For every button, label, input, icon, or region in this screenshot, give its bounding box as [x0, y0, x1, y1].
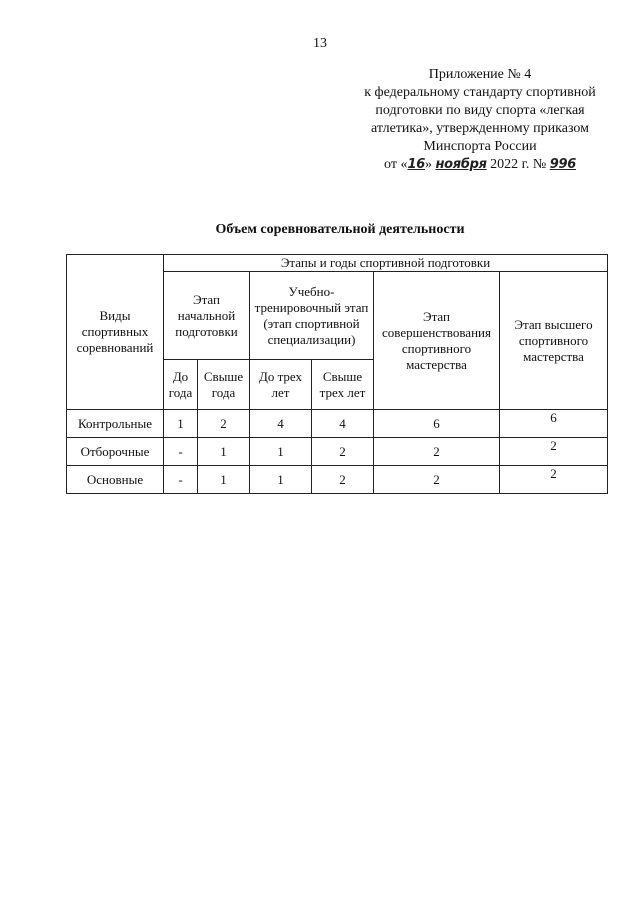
table-cell: 1 — [164, 410, 198, 438]
competition-table — [66, 254, 608, 494]
header-sub-over-three: Свыше трех лет — [312, 360, 374, 410]
table-cell: 4 — [312, 410, 374, 438]
table-cell: - — [164, 438, 198, 466]
row-label: Контрольные — [67, 410, 164, 438]
table-cell: 6 — [374, 410, 500, 438]
handwritten-number: 996 — [549, 157, 576, 172]
annex-line: подготовки по виду спорта «легкая — [375, 103, 585, 118]
table-cell: 2 — [500, 466, 608, 494]
table-cell: 2 — [374, 438, 500, 466]
row-label: Отборочные — [67, 438, 164, 466]
table-cell: 6 — [500, 410, 608, 438]
annex-block — [330, 66, 630, 174]
handwritten-month: ноября — [435, 157, 487, 172]
header-stage-training: Учебно-тренировочный этап (этап спортивной специализации) — [250, 272, 374, 360]
table-cell: 1 — [250, 438, 312, 466]
annex-line: к федеральному стандарту спортивной — [364, 85, 596, 100]
page-number: 13 — [313, 36, 327, 51]
date-prefix: от « — [384, 157, 408, 172]
header-sub-up-to-three: До трех лет — [250, 360, 312, 410]
table-cell: 2 — [374, 466, 500, 494]
date-year: 2022 г. № — [490, 157, 547, 172]
header-sub-up-to-year: До года — [164, 360, 198, 410]
table-row — [67, 466, 608, 494]
header-stage-improvement: Этап совершенствования спортивного мастерства — [374, 272, 500, 410]
header-stages-group: Этапы и годы спортивной подготовки — [164, 255, 608, 272]
annex-line: атлетика», утвержденному приказом — [370, 121, 589, 136]
document-title: Объем соревновательной деятельности — [215, 222, 465, 237]
table-row — [67, 438, 608, 466]
date-close: » — [424, 157, 432, 172]
table-cell: 1 — [198, 438, 250, 466]
table-cell: 2 — [198, 410, 250, 438]
table-cell: 1 — [198, 466, 250, 494]
table-cell: 2 — [500, 438, 608, 466]
table-cell: - — [164, 466, 198, 494]
row-label: Основные — [67, 466, 164, 494]
header-stage-initial: Этап начальной подготовки — [164, 272, 250, 360]
table-cell: 2 — [312, 466, 374, 494]
header-sub-over-year: Свыше года — [198, 360, 250, 410]
handwritten-day: 16 — [407, 157, 425, 172]
header-stage-higher: Этап высшего спортивного мастерства — [500, 272, 608, 410]
table-row — [67, 410, 608, 438]
annex-line: Минспорта России — [423, 139, 537, 154]
annex-line: Приложение № 4 — [428, 67, 532, 82]
table-cell: 2 — [312, 438, 374, 466]
header-competition-types: Виды спортивных соревнований — [67, 255, 164, 410]
annex-date-line — [330, 156, 630, 174]
table-cell: 1 — [250, 466, 312, 494]
table-cell: 4 — [250, 410, 312, 438]
